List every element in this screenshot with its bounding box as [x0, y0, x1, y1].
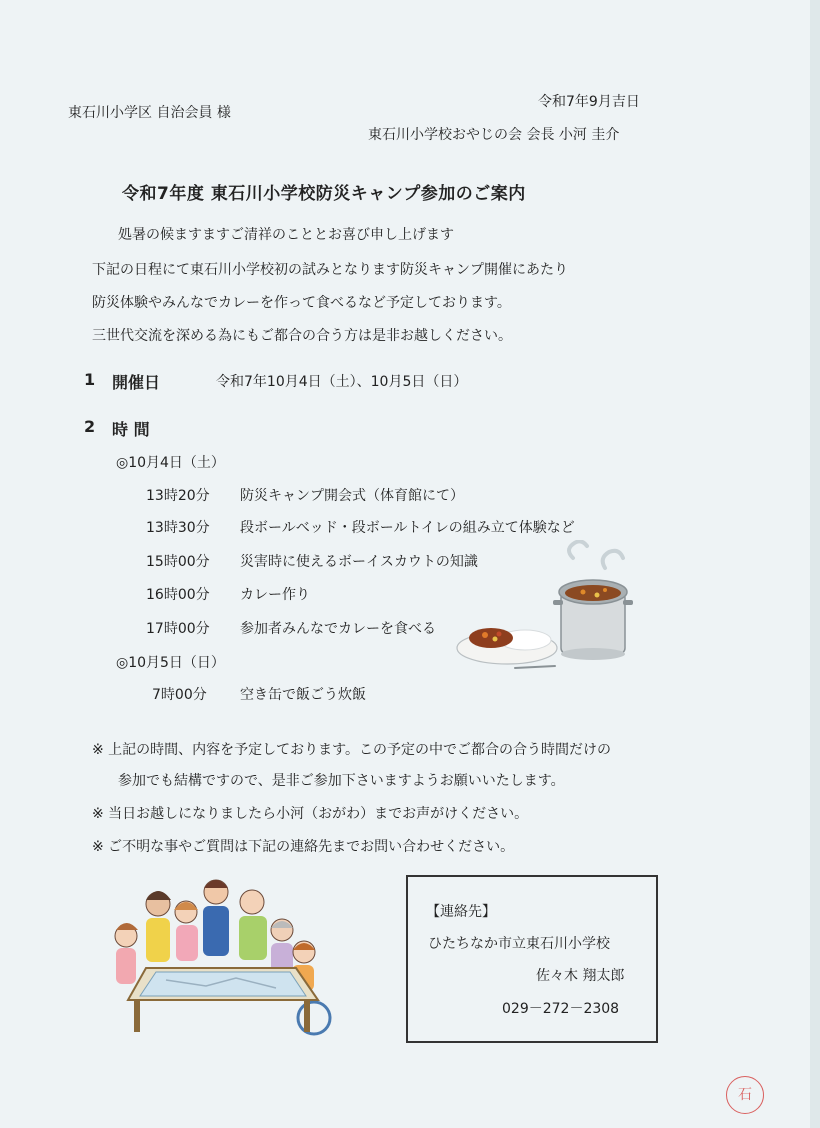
note-line-4: ※ ご不明な事やご質問は下記の連絡先までお問い合わせください。 [92, 839, 515, 855]
section1-label: 開催日 [112, 373, 161, 392]
schedule-time: 17時00分 [146, 621, 210, 637]
section2-number: 2 [84, 417, 96, 436]
seal-stamp: 石 [726, 1076, 764, 1114]
curry-pot-illustration [455, 540, 645, 680]
note-line-3: ※ 当日お越しになりましたら小河（おがわ）までお声がけください。 [92, 806, 529, 822]
day1-heading: ◎10月4日（土） [116, 455, 225, 471]
intro-line-1: 処暑の候ますますご清祥のこととお喜び申し上げます [118, 227, 454, 243]
schedule-time: 7時00分 [152, 687, 207, 703]
schedule-desc: 災害時に使えるボーイスカウトの知識 [240, 554, 478, 570]
note-line-1: ※ 上記の時間、内容を予定しております。この予定の中でご都合の合う時間だけの [92, 742, 612, 758]
date-line: 令和7年9月吉日 [538, 94, 640, 110]
contact-phone: 029－272－2308 [502, 1001, 620, 1017]
schedule-desc: 段ボールベッド・段ボールトイレの組み立て体験など [240, 520, 575, 536]
contact-heading: 【連絡先】 [426, 904, 496, 920]
day2-heading: ◎10月5日（日） [116, 655, 225, 671]
intro-line-3: 防災体験やみんなでカレーを作って食べるなど予定しております。 [92, 295, 511, 311]
schedule-time: 15時00分 [146, 554, 210, 570]
section2-label: 時 間 [112, 420, 150, 439]
section1-value: 令和7年10月4日（土）、10月5日（日） [216, 374, 468, 390]
schedule-desc: 防災キャンプ開会式（体育館にて） [240, 488, 464, 504]
intro-line-2: 下記の日程にて東石川小学校初の試みとなります防災キャンプ開催にあたり [92, 262, 568, 278]
schedule-time: 13時30分 [146, 520, 210, 536]
schedule-desc: 参加者みんなでカレーを食べる [240, 621, 436, 637]
contact-school: ひたちなか市立東石川小学校 [428, 936, 610, 952]
sender-line: 東石川小学校おやじの会 会長 小河 圭介 [368, 127, 620, 143]
schedule-time: 13時20分 [146, 488, 210, 504]
contact-person: 佐々木 翔太郎 [536, 968, 625, 984]
note-line-2: 参加でも結構ですので、是非ご参加下さいますようお願いいたします。 [118, 773, 565, 789]
schedule-desc: カレー作り [240, 587, 310, 603]
page-edge [810, 0, 820, 1128]
recipient-line: 東石川小学区 自治会員 様 [68, 105, 231, 121]
document-title: 令和7年度 東石川小学校防災キャンプ参加のご案内 [122, 184, 526, 204]
intro-line-4: 三世代交流を深める為にもご都合の合う方は是非お越しください。 [92, 328, 512, 344]
section1-number: 1 [84, 370, 96, 389]
schedule-desc: 空き缶で飯ごう炊飯 [240, 687, 366, 703]
community-meeting-illustration [106, 870, 346, 1040]
schedule-time: 16時00分 [146, 587, 210, 603]
